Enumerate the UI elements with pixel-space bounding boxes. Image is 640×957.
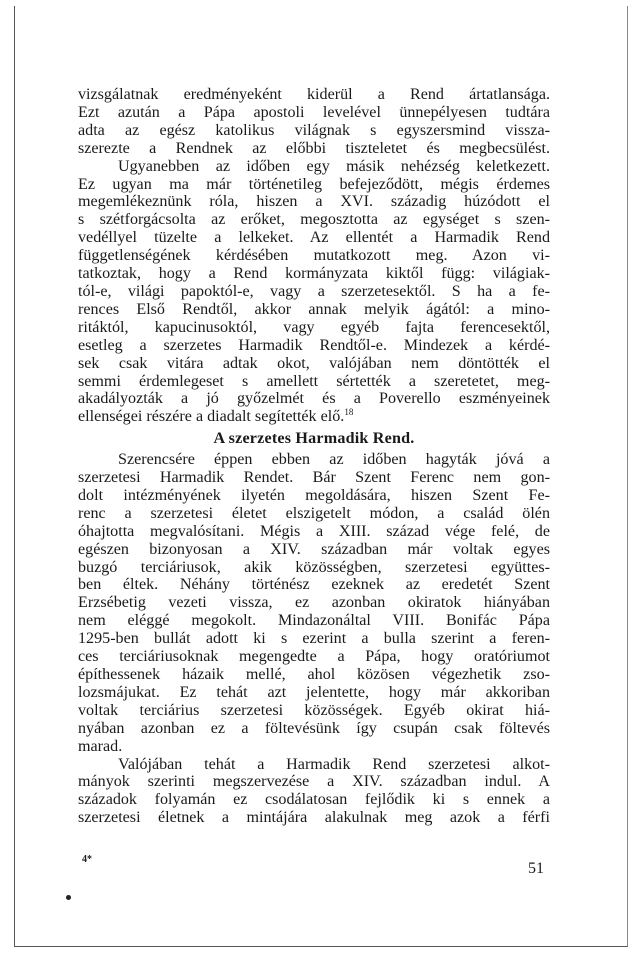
text-line: Szerencsére éppen ebben az időben hagyták jóvá a — [118, 451, 550, 469]
text-line: tatkoztak, hogy a Rend kormányzata kiktől függ: világiak- — [78, 265, 550, 283]
text-line: vedéllyel tüzelte a lelkeket. Az ellentét a Harmadik Rend — [78, 229, 550, 247]
footnote-reference: 18 — [344, 407, 354, 418]
paragraph-2 — [78, 158, 550, 427]
text-line: függetlenségének kérdésében mutatkozott meg. Azon vi- — [78, 247, 550, 265]
text-line: dolt intézményének ilyetén megoldására, hiszen Szent Fe- — [78, 486, 550, 504]
text-line: semmi érdemlegeset s amellett sértették a szeretetet, meg- — [78, 372, 550, 390]
text-line: Ezt azután a Pápa apostoli levelével ünnepélyesen tudtára — [78, 103, 550, 121]
text-line: buzgó terciáriusok, akik közösségben, szerzetesi együttes- — [78, 558, 550, 576]
paragraph-4 — [78, 756, 550, 828]
text-line: ritáktól, kapucinusoktól, vagy egyéb fajta ferencesektől, — [78, 318, 550, 336]
text-line: Ez ugyan ma már történetileg befejeződött, mégis érdemes — [78, 175, 550, 193]
text-line: sek csak vitára adtak okot, valójában nem döntötték el — [78, 354, 550, 372]
text-line: századok folyamán ez csodálatosan fejlődik ki s ennek a — [78, 791, 550, 809]
text-line: tól-e, világi papoktól-e, vagy a szerzetesektől. S ha a fe- — [78, 282, 550, 300]
text-line: szerezte a Rendnek az előbbi tiszteletet és megbecsülést. — [78, 139, 550, 157]
text-line: egészen bizonyosan a XIV. században már voltak egyes — [78, 540, 550, 558]
text-line: renc a szerzetesi életet elszigetelt módon, a család ölén — [78, 504, 550, 522]
text-line: esetleg a szerzetes Harmadik Rendtől-e. Mindezek a kérdé- — [78, 336, 550, 354]
stray-dot-mark — [66, 895, 71, 900]
text-line: nyában azonban ez a föltevésünk így csupán csak föltevés — [78, 719, 550, 737]
text-line: rences Első Rendtől, akkor annak melyik ágától: a mino- — [78, 300, 550, 318]
paragraph-1 — [78, 86, 550, 158]
text-line: szerzetesi Harmadik Rendet. Bár Szent Ferenc nem gon- — [78, 469, 550, 487]
text-line: nem eléggé megokolt. Mindazonáltal VIII. Bonifác Pápa — [78, 612, 550, 630]
text-line: óhajtotta megvalósítani. Mégis a XIII. század vége felé, de — [78, 522, 550, 540]
paragraph-3 — [78, 451, 550, 755]
text-line: vizsgálatnak eredményeként kiderül a Rend ártatlansága. — [78, 86, 550, 103]
text-line: voltak terciárius szerzetesi közösségek. Egyéb okirat hiá- — [78, 701, 550, 719]
text-line: megemlékeznünk róla, hiszen a XVI. századig húzódott el — [78, 193, 550, 211]
text-line: ces terciáriusoknak megengedte a Pápa, hogy oratóriumot — [78, 648, 550, 666]
signature-mark: 4* — [82, 854, 92, 865]
text-line: Valójában tehát a Harmadik Rend szerzetesi alkot- — [118, 755, 550, 773]
text-line: adta az egész katolikus világnak s egyszersmind vissza- — [78, 121, 550, 139]
text-line: akadályozták a jó győzelmét és a Poverello eszményeinek — [78, 390, 550, 408]
text-line: Erzsébetig vezeti vissza, ez azonban okiratok hiányában — [78, 594, 550, 612]
text-line: építhessenek házaik mellé, ahol közösen végezhetik zso- — [78, 666, 550, 683]
text-line: lozsmájukat. Ez tehát azt jelentette, hogy már akkoriban — [78, 683, 550, 701]
text-line: ellenségei részére a diadalt segítették elő.$^{18}$ — [78, 407, 354, 426]
text-line: ben éltek. Néhány történész ezeknek az eredetét Szent — [78, 576, 550, 594]
text-line: szerzetesi életnek a mintájára alakulnak meg azok a férfi — [78, 809, 550, 827]
text-line: mányok szerinti megszervezése a XIV. században indul. A — [78, 773, 550, 791]
text-line: marad. — [78, 737, 123, 755]
section-heading: A szerzetes Harmadik Rend. — [213, 430, 415, 448]
text-line: 1295-ben bullát adott ki s ezerint a bulla szerint a feren- — [78, 630, 550, 648]
text-line: Ugyanebben az időben egy másik nehézség keletkezett. — [118, 157, 550, 175]
page-number: 51 — [528, 860, 544, 877]
document-body — [78, 86, 550, 827]
text-line: s szétforgácsolta az erőket, megosztotta az egységet s szen- — [78, 211, 550, 229]
